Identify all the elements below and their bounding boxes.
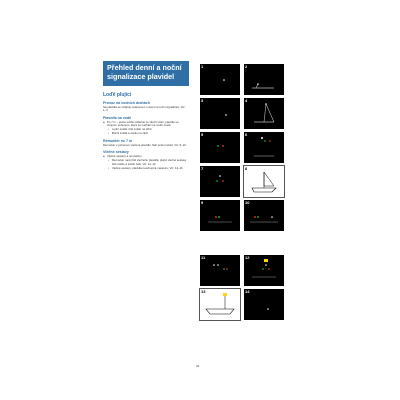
figure-number: 3 [201, 98, 204, 103]
figure-number: 13 [201, 289, 206, 294]
boat-icon [200, 289, 240, 320]
boat-icon [200, 255, 240, 286]
boat-icon [200, 200, 240, 231]
figure-number: 10 [245, 200, 250, 205]
figure-11 [200, 255, 240, 286]
block-heading: Vlečné sestavy [103, 150, 129, 155]
sub-bullet-item: • Lodní světla: bílé světlo na přídi. [103, 128, 189, 131]
page-title-line1: Přehled denní a noční [107, 63, 182, 72]
page-title-line2: signalizace plavidel [107, 72, 175, 81]
boat-icon [200, 132, 240, 163]
text-column [103, 90, 189, 171]
boat-icon [244, 64, 284, 95]
figure-13 [200, 289, 240, 320]
figure-number: 4 [245, 98, 248, 103]
figure-number: 1 [201, 64, 204, 69]
figure-number: 9 [201, 200, 204, 205]
figure-6 [244, 132, 284, 163]
figure-number: 8 [245, 166, 248, 171]
block-heading: Plavidla na vodě [103, 115, 132, 120]
figure-14 [244, 289, 284, 320]
block-paragraph: Na plavidla se vztahují ustanovení o denní a noční signalizaci. Viz: 1–3 [103, 105, 186, 113]
bullet-item: ■ Po 7 m – jedno světlo viditelné ze všech stran; plavidlo se strojním pohonem, které se nachází na vodní cestě. [103, 121, 189, 128]
figure-number: 2 [245, 64, 248, 69]
figure-4 [244, 98, 284, 129]
block-heading: Provoz na vodních drahách [103, 101, 150, 105]
sub-bullet-item: • Boční světla a světlo na zádi. [103, 132, 189, 135]
figure-3 [200, 98, 240, 129]
figure-1 [200, 64, 240, 95]
boat-icon [244, 200, 284, 231]
boat-icon [200, 166, 240, 197]
figure-2 [244, 64, 284, 95]
figure-12 [244, 255, 284, 286]
block-heading: Remorkér ne 7 m [103, 138, 133, 143]
section-heading: Loďě plující [103, 92, 132, 98]
sub-bullet-item: • Vlečné sestavy; plavidla neschopná manévru. Viz: 14–16 [103, 167, 189, 170]
figure-8 [244, 166, 284, 197]
figure-9 [200, 200, 240, 231]
boat-icon [200, 64, 240, 95]
figure-5 [200, 132, 240, 163]
figure-number: 12 [245, 255, 250, 260]
figure-7 [200, 166, 240, 197]
boat-icon [244, 289, 284, 320]
figure-number: 6 [245, 132, 248, 137]
figure-number: 5 [201, 132, 204, 137]
figure-number: 11 [201, 255, 206, 260]
boat-icon [244, 132, 284, 163]
page-number: 33 [196, 364, 200, 368]
boat-icon [200, 98, 240, 129]
bullet-item: ■ Vlečné sestavy a remorkéry. [103, 155, 189, 158]
figure-10 [244, 200, 284, 231]
figure-number: 7 [201, 166, 204, 171]
figure-number: 14 [245, 289, 250, 294]
page-header [103, 61, 189, 86]
boat-icon [244, 166, 284, 197]
boat-icon [244, 98, 284, 129]
boat-icon [244, 255, 284, 286]
sub-bullet-item: • Remorkér nad přídí vlečného plavidla; plující vlečné sestavy bílé světlo a světlo zádi. Viz: 11–13 [103, 159, 189, 166]
block-paragraph: Remorkér s pohonem vlečené plavidlo; řádí počet světel. Viz: 5–10 [103, 142, 186, 147]
